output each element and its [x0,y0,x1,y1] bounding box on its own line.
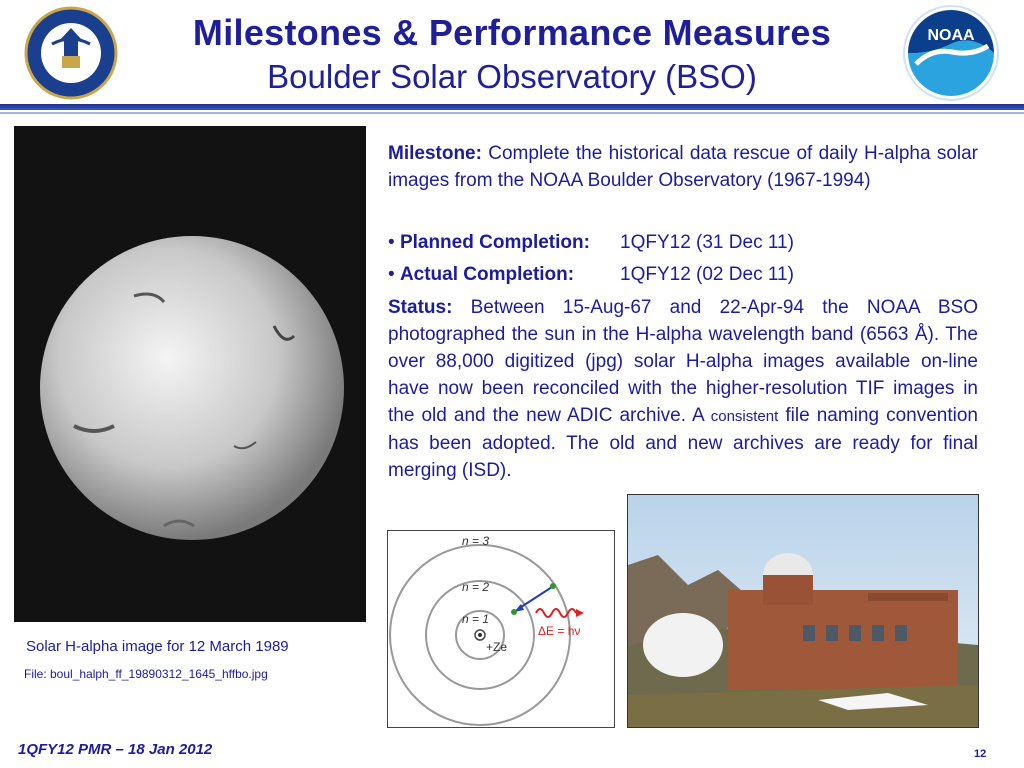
svg-text:NOAA: NOAA [927,27,975,44]
slide-subtitle: Boulder Solar Observatory (BSO) [267,58,757,95]
svg-text:n = 2: n = 2 [462,580,490,594]
status-label: Status: [388,297,453,318]
actual-completion-value: 1QFY12 (02 Dec 11) [620,264,794,285]
image-file-name: File: boul_halph_ff_19890312_1645_hffbo.jpg [24,667,268,681]
status-paragraph [388,294,978,484]
planned-completion-label: Planned Completion: [399,232,590,253]
milestone-paragraph [388,140,978,194]
status-text-small: consistent [710,408,779,425]
footer-text: 1QFY12 PMR – 18 Jan 2012 [18,741,213,758]
noaa-logo [902,4,1000,102]
status-text-1: Between 15-Aug-67 and 22-Apr-94 the NOAA BSO photographed the sun in the H-alpha wavelength band (6563 Å). The over 88,000 digitized (jpg) solar H-alpha images available on-line have now been reconciled with the higher-resolution TIF images in the old and the new ADIC archive. A [388,297,978,426]
actual-completion-label: Actual Completion: [399,264,575,285]
solar-h-alpha-image [14,126,366,622]
svg-text:n = 1: n = 1 [462,612,490,626]
milestone-text: Complete the historical data rescue of daily H-alpha solar images from the NOAA Boulder Observatory (1967-1994) [388,143,979,191]
page-number: 12 [974,748,987,760]
milestone-label: Milestone: [388,143,482,164]
slide-title: Milestones & Performance Measures [192,12,832,53]
image-caption: Solar H-alpha image for 12 March 1989 [26,638,289,655]
svg-text:n = 3: n = 3 [462,534,490,548]
actual-completion-item: • Actual Completion: 1QFY12 (02 Dec 11) [388,264,794,285]
svg-text:ΔE = hν: ΔE = hν [538,624,581,638]
header-rule-light [0,112,1024,114]
planned-completion-value: 1QFY12 (31 Dec 11) [620,232,794,253]
status-text-2: file naming convention has been adopted. The old and new archives are ready for final merging (ISD). [388,405,978,481]
header-rule [0,104,1024,110]
planned-completion-item: • Planned Completion: 1QFY12 (31 Dec 11) [388,232,794,253]
observatory-photo [627,494,979,728]
bohr-model-diagram [387,530,615,728]
svg-text:+Ze: +Ze [486,640,508,654]
